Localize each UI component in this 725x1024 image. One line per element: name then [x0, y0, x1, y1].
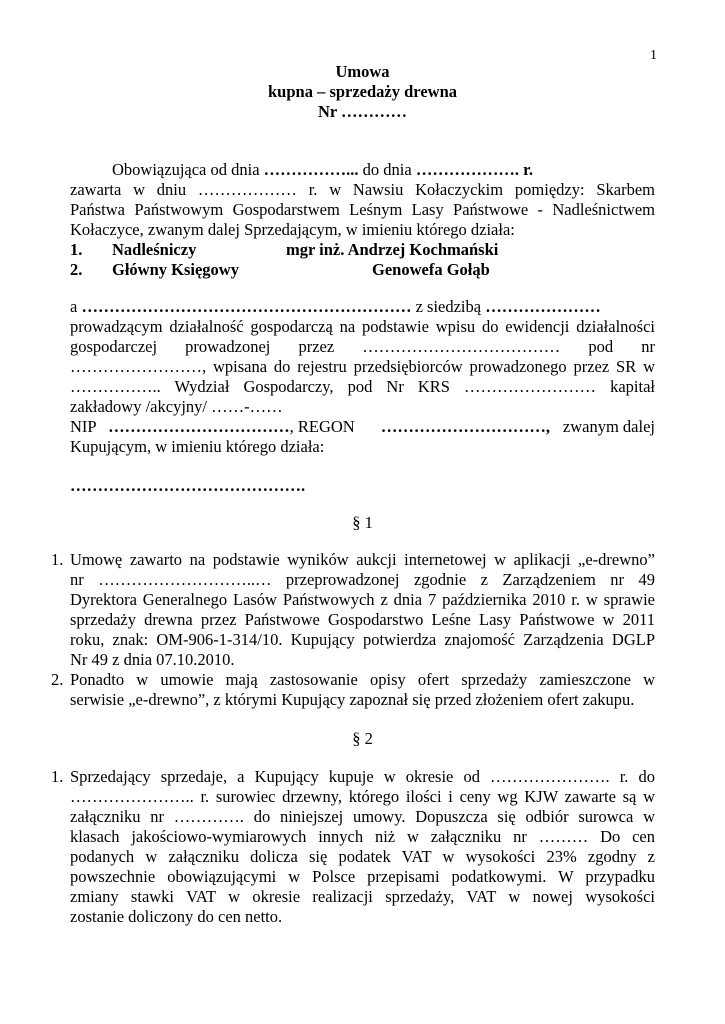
s2-item-1-number: 1.: [51, 767, 64, 786]
buyer-final-line: Kupującym, w imieniu którego działa:: [70, 437, 325, 456]
s2-item-1-line-4: klasach jakościowo-wymiarowych innych niż w załączniku nr ……… Do cen: [70, 827, 655, 846]
page-number: 1: [650, 48, 657, 63]
buyer-name-dots: ……………………………………………………: [81, 297, 412, 316]
buyer-seat-label: z siedzibą: [415, 297, 482, 316]
validity-prefix: Obowiązująca od dnia: [112, 160, 260, 179]
representative-2-number: 2.: [70, 260, 83, 279]
buyer-line-5: …………….. Wydział Gospodarczy, pod Nr KRS …………………… kapitał: [70, 377, 655, 396]
buyer-line-2: prowadzącym działalność gospodarczą na podstawie wpisu do ewidencji działalności: [70, 317, 655, 336]
s2-item-1-line-3: załączniku nr …………. do niniejszej umowy. Dopuszcza się odbiór surowca w: [70, 807, 655, 826]
s2-item-1-line-8: zostanie doliczony do cen netto.: [70, 907, 283, 926]
intro-line-2: Państwa Państwowym Gospodarstwem Leśnym Lasy Państwowe - Nadleśnictwem: [70, 200, 655, 219]
s2-item-1-line-5: podanych w załączniku dolicza się podatek VAT w wysokości 23% zgodny z: [70, 847, 655, 866]
s1-item-2-number: 2.: [51, 670, 64, 689]
validity-from: ……………...: [263, 160, 359, 179]
nip-regon-line: [70, 417, 550, 437]
representative-1-number: 1.: [70, 240, 83, 259]
intro-line-1: zawarta w dniu ……………… r. w Nawsiu Kołaczyckim pomiędzy: Skarbem: [70, 180, 655, 199]
s1-item-1-line-1: Umowę zawarto na podstawie wyników aukcji internetowej w aplikacji „e-drewno”: [70, 550, 655, 569]
s1-item-2-line-2: serwisie „e-drewno”, z którymi Kupujący zapoznał się przed złożeniem ofert zakupu.: [70, 690, 635, 709]
nip-label: NIP: [70, 417, 96, 436]
buyer-line-6: zakładowy /akcyjny/ ……-……: [70, 397, 283, 416]
representative-1-role: Nadleśniczy: [112, 240, 197, 259]
representative-2-role: Główny Księgowy: [112, 260, 239, 279]
buyer-line-1: [70, 297, 601, 317]
validity-to: ………………. r.: [415, 160, 534, 179]
regon-label: , REGON: [289, 417, 355, 436]
s1-item-1-line-3: Dyrektora Generalnego Lasów Państwowych z dnia 7 października 2010 r. w sprawie: [70, 590, 655, 609]
buyer-a: a: [70, 297, 78, 316]
section-2-heading: § 2: [352, 729, 373, 748]
section-1-heading: § 1: [352, 513, 373, 532]
representative-1-name: mgr inż. Andrzej Kochmański: [286, 240, 499, 259]
document-title: Umowa: [335, 62, 390, 81]
validity-line: [112, 160, 533, 180]
buyer-seat-dots: …………………: [485, 297, 601, 316]
s1-item-1-line-4: sprzedaży drewna przez Państwowe Gospodarstwo Leśne Lasy Państwowe w 2011: [70, 610, 655, 629]
contract-number: Nr …………: [317, 102, 408, 121]
s2-item-1-line-2: ………………….. r. surowiec drzewny, którego ilości i ceny wg KJW zawarte są w: [70, 787, 655, 806]
document-subtitle: kupna – sprzedaży drewna: [267, 82, 458, 101]
s1-item-1-line-6: Nr 49 z dnia 07.10.2010.: [70, 650, 235, 669]
buyer-line-4: ……………………, wpisana do rejestru przedsiębiorców prowadzonego przez SR w: [70, 357, 655, 376]
buyer-signatory-dots: …………………………………….: [70, 476, 306, 495]
regon-dots: …………………………,: [380, 417, 550, 436]
representative-2-name: Genowefa Gołąb: [372, 260, 490, 279]
s1-item-2-line-1: Ponadto w umowie mają zastosowanie opisy ofert sprzedaży zamieszczone w: [70, 670, 655, 689]
s2-item-1-line-6: powszechnie obowiązującymi w Polsce przepisami podatkowymi. W przypadku: [70, 867, 655, 886]
intro-line-3: Kołaczyce, zwanym dalej Sprzedającym, w imieniu którego działa:: [70, 220, 515, 239]
s1-item-1-line-5: roku, znak: OM-906-1-314/10. Kupujący potwierdza znajomość Zarządzenia DGLP: [70, 630, 655, 649]
s1-item-1-line-2: nr ………………………..… przeprowadzonej zgodnie z Zarządzeniem nr 49: [70, 570, 655, 589]
s1-item-1-number: 1.: [51, 550, 64, 569]
buyer-line-3: gospodarczej prowadzonej przez ……………………………… pod nr: [70, 337, 655, 356]
validity-mid: do dnia: [362, 160, 412, 179]
s2-item-1-line-1: Sprzedający sprzedaje, a Kupujący kupuje w okresie od …………………. r. do: [70, 767, 655, 786]
s2-item-1-line-7: zmiany stawki VAT w okresie realizacji sprzedaży, VAT w nowej wysokości: [70, 887, 655, 906]
nip-dots: ……………………………: [108, 417, 290, 436]
nip-tail: zwanym dalej: [562, 417, 655, 436]
